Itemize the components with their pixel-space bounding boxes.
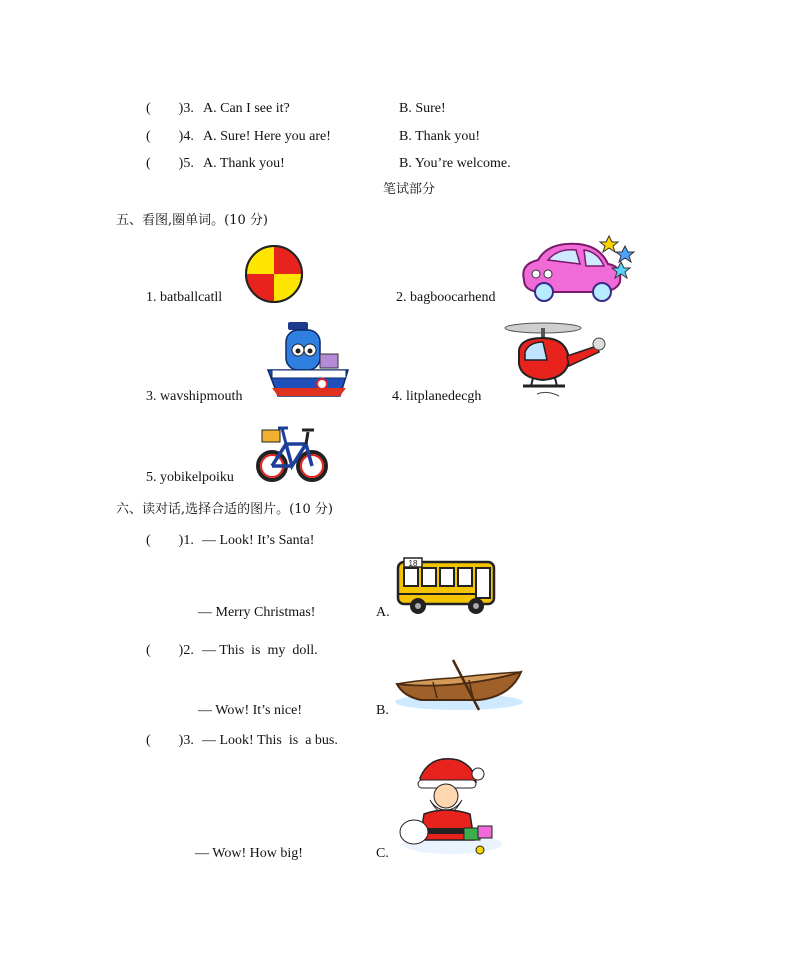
section6-q3-line2: — Wow! How big! [195, 846, 303, 861]
bus-number: 18 [408, 559, 418, 568]
option-c-letter: C. [376, 846, 389, 861]
section6-q2-bracket: ( )2. [146, 643, 194, 658]
ship-icon [266, 318, 350, 402]
section6-q3-bracket: ( )3. [146, 733, 194, 748]
listening-q4-bracket: ( )4. [146, 129, 194, 144]
option-b-letter: B. [376, 703, 389, 718]
listening-q5-bracket: ( )5. [146, 156, 194, 171]
section5-item-3: 3. wavshipmouth [146, 389, 243, 404]
boat-icon [393, 660, 525, 712]
section5-item-1: 1. batballcatll [146, 290, 223, 305]
section6-q1-line2: — Merry Christmas! [198, 605, 316, 620]
section5-item-5: 5. yobikelpoiku [146, 470, 234, 485]
bus-icon [396, 558, 498, 616]
listening-q3-bracket: ( )3. [146, 101, 194, 116]
written-part-title: 笔试部分 [383, 182, 436, 197]
section5-item-2: 2. bagboocarhend [396, 290, 496, 305]
section6-q2-line2: — Wow! It’s nice! [198, 703, 302, 718]
listening-q3-option-a: A. Can I see it? [203, 101, 290, 116]
section6-q1-line1: — Look! It’s Santa! [202, 533, 315, 548]
listening-q5-option-b: B. You’re welcome. [399, 156, 511, 171]
car-icon [518, 236, 636, 304]
bike-icon [256, 418, 328, 484]
listening-q4-option-b: B. Thank you! [399, 129, 481, 144]
section6-q2-line1: — This is my doll. [202, 643, 318, 658]
section6-q1-bracket: ( )1. [146, 533, 194, 548]
section6-heading: 六、读对话,选择合适的图片。(10 分) [116, 502, 333, 517]
option-a-letter: A. [376, 605, 390, 620]
ball-icon [244, 244, 304, 304]
listening-q3-option-b: B. Sure! [399, 101, 446, 116]
section5-heading: 五、看图,圈单词。(10 分) [116, 213, 268, 228]
listening-q5-option-a: A. Thank you! [203, 156, 285, 171]
section5-item-4: 4. litplanedecgh [392, 389, 482, 404]
santa-icon [396, 752, 504, 860]
helicopter-icon [503, 320, 607, 402]
section6-q3-line1: — Look! This is a bus. [202, 733, 338, 748]
listening-q4-option-a: A. Sure! Here you are! [203, 129, 331, 144]
